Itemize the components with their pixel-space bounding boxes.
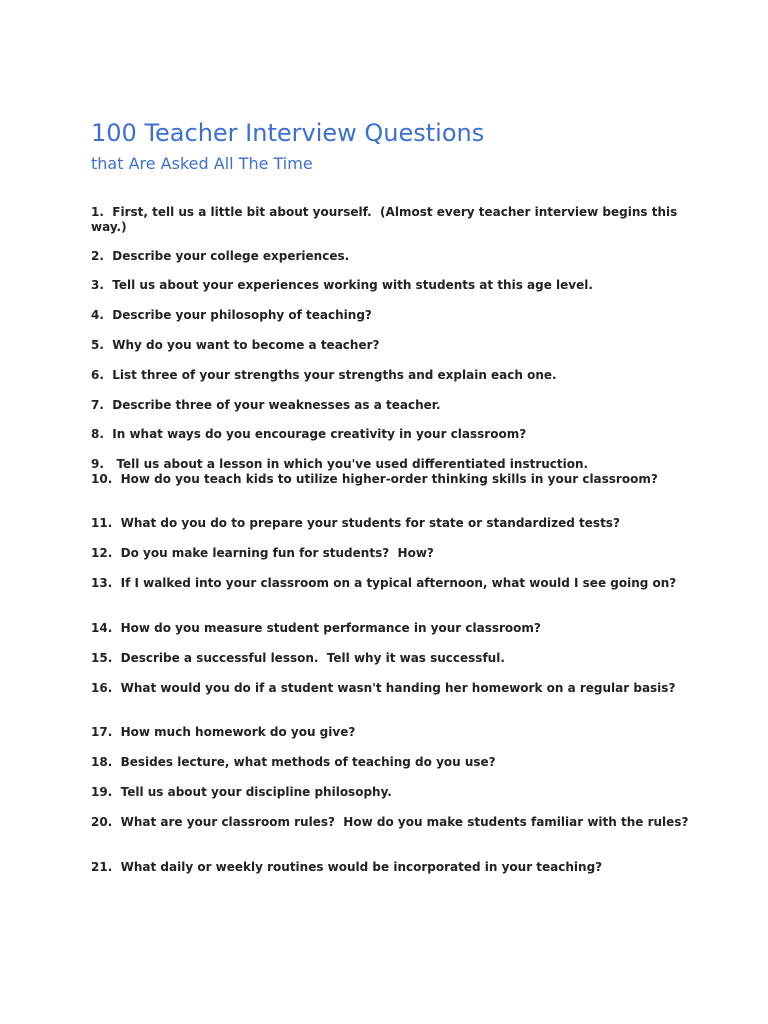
question-9: 9. Tell us about a lesson in which you've used differentiated instruction. — [91, 457, 589, 471]
question-10: 10. How do you teach kids to utilize higher-order thinking skills in your classroom? — [91, 472, 658, 486]
question-1: 1. First, tell us a little bit about yourself. (Almost every teacher interview begins this way.) — [91, 205, 682, 234]
question-15: 15. Describe a successful lesson. Tell why it was successful. — [91, 651, 505, 665]
question-6: 6. List three of your strengths your strengths and explain each one. — [91, 368, 557, 382]
question-5: 5. Why do you want to become a teacher? — [91, 338, 380, 352]
question-7: 7. Describe three of your weaknesses as a teacher. — [91, 398, 441, 412]
document-title: 100 Teacher Interview Questions — [91, 119, 485, 147]
question-14: 14. How do you measure student performance in your classroom? — [91, 621, 541, 635]
question-21: 21. What daily or weekly routines would be incorporated in your teaching? — [91, 860, 603, 874]
question-20: 20. What are your classroom rules? How do you make students familiar with the rules? — [91, 815, 689, 829]
question-18: 18. Besides lecture, what methods of teaching do you use? — [91, 755, 496, 769]
question-2: 2. Describe your college experiences. — [91, 249, 350, 263]
question-11: 11. What do you do to prepare your students for state or standardized tests? — [91, 516, 620, 530]
question-17: 17. How much homework do you give? — [91, 725, 356, 739]
question-4: 4. Describe your philosophy of teaching? — [91, 308, 372, 322]
document-subtitle: that Are Asked All The Time — [91, 154, 313, 173]
question-19: 19. Tell us about your discipline philosophy. — [91, 785, 392, 799]
question-3: 3. Tell us about your experiences working with students at this age level. — [91, 278, 593, 292]
question-13: 13. If I walked into your classroom on a typical afternoon, what would I see going on? — [91, 576, 677, 590]
question-16: 16. What would you do if a student wasn't handing her homework on a regular basis? — [91, 681, 676, 695]
question-8: 8. In what ways do you encourage creativity in your classroom? — [91, 427, 527, 441]
question-12: 12. Do you make learning fun for students? How? — [91, 546, 434, 560]
